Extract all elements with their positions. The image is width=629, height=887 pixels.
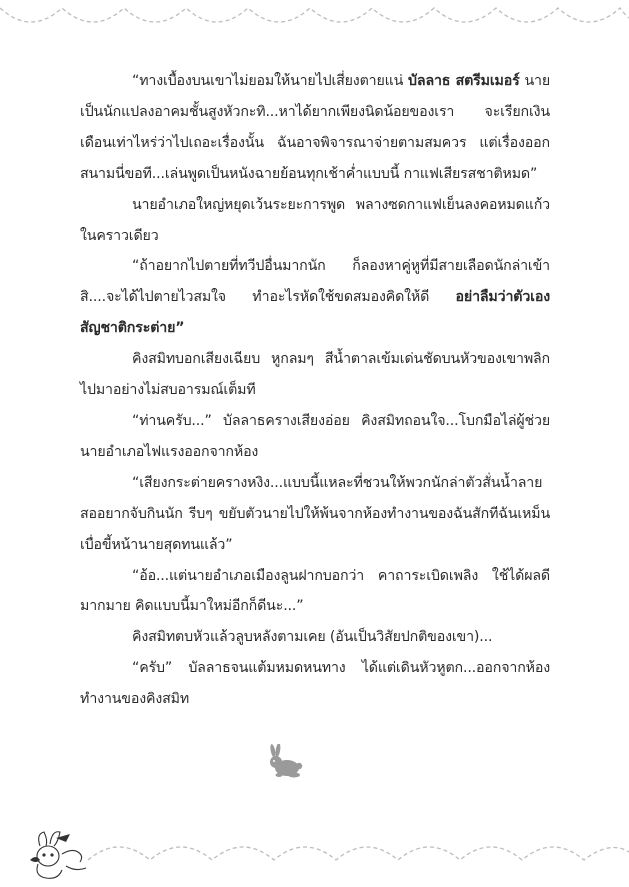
paragraph-text: คิงสมิทบอกเสียงเฉียบ หูกลมๆ สีน้ำตาลเข้มเด่นชัดบนหัวของเขาพลิกไปมาอย่างไม่สบอารมณ์เต็มที [80, 351, 550, 399]
paragraph-text: “ครับ” บัลลาธจนแต้มหมดหนทาง ได้แต่เดินหัวหูตก...ออกจากห้องทำงานของคิงสมิท [80, 660, 550, 708]
paragraph-text: นายเป็นนักแปลงอาคมชั้นสูงหัวกะทิ...หาได้ยากเพียงนิดน้อยของเรา จะเรียกเงินเดือนเท่าไหร่ว่าไปเถอะเรื่องนั้น ฉันอาจพิจารณาจ่ายตามสมควร แต่เรื่องออกสนามนี่ขอที...เล่นพูดเป็นหนังฉายย้อนทุกเช้าค่ำแบบนี้ กาแฟเสียรสชาติหมด” [80, 73, 551, 182]
emphasis-text: บัลลาธ สตรีมเมอร์ [408, 73, 520, 89]
paragraph-text: คิงสมิทตบหัวแล้วลูบหลังตามเคย (อันเป็นวิสัยปกติของเขา)... [132, 629, 493, 646]
rabbit-icon [268, 744, 306, 778]
paragraph-text: “ท่านครับ...” บัลลาธครางเสียงอ่อย คิงสมิทถอนใจ...โบกมือไล่ผู้ช่วยนายอำเภอไฟแรงออกจากห้อง [80, 412, 550, 460]
top-scalloped-border [0, 0, 629, 40]
paragraph [80, 406, 550, 468]
paragraph [80, 190, 550, 252]
paragraph-text: “ถ้าอยากไปตายที่ทวีปอื่นมากนัก ก็ลองหาคู่หูที่มีสายเลือดนักล่าเข้าสิ....จะได้ไปตายไวสมใจ ทำอะไรหัดใช้ขดสมองคิดให้ดี [80, 258, 550, 306]
bottom-scalloped-border [0, 830, 629, 870]
paragraph [80, 251, 550, 344]
paragraph-text: “เสียงกระต่ายครางหงิง...แบบนี้แหละที่ชวนให้พวกนักล่าตัวสั่นน้ำลายสออยากจับกินนัก รีบๆ ขยับตัวนายไปให้พ้นจากห้องทำงานของฉันสักทีฉันเหม็นเบื่อขี้หน้านายสุดทนแล้ว” [80, 474, 550, 553]
paragraph-text: นายอำเภอใหญ่หยุดเว้นระยะการพูด พลางซดกาแฟเย็นลงคอหมดแก้วในคราวเดียว [80, 196, 550, 244]
paragraph [80, 561, 550, 623]
paragraph-text: “ทางเบื้องบนเขาไม่ยอมให้นายไปเสี่ยงตายแน่ [132, 73, 409, 89]
paragraph [80, 344, 550, 406]
paragraph [80, 653, 550, 715]
paragraph [80, 468, 550, 561]
document-body [80, 66, 550, 715]
paragraph [80, 622, 550, 653]
emphasis-text: อย่าลืมว่าตัวเองสัญชาติกระต่าย” [80, 289, 550, 337]
paragraph-text: “อ้อ...แต่นายอำเภอเมืองลูนฝากบอกว่า คาถาระเบิดเพลิง ใช้ได้ผลดีมากมาย คิดแบบนี้มาใหม่อีกก็ดีนะ...” [80, 567, 550, 615]
corner-illustration [26, 824, 92, 882]
paragraph [80, 66, 550, 190]
